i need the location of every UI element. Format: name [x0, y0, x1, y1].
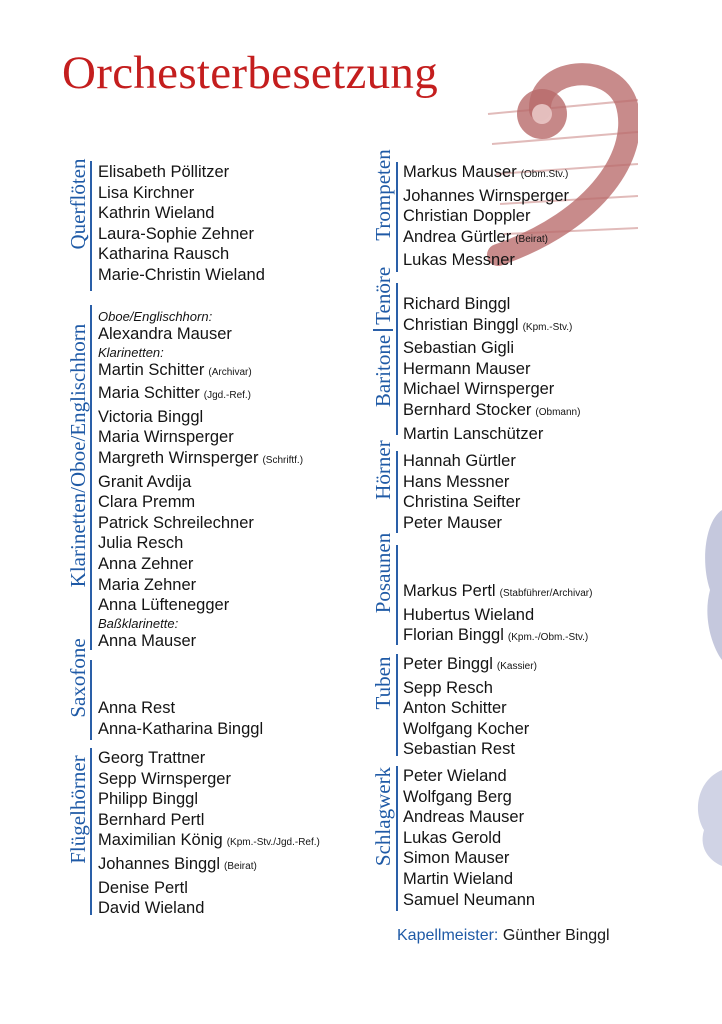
- member-row: [403, 294, 580, 315]
- section-label: Flügelhörner: [66, 755, 90, 864]
- member-row: [98, 448, 303, 472]
- member-role: (Obmann): [535, 406, 581, 418]
- section-divider: [90, 161, 92, 291]
- member-list: [403, 451, 520, 533]
- section-label: Querflöten: [66, 158, 90, 250]
- member-row: [403, 581, 592, 605]
- section-divider: [396, 162, 398, 272]
- member-name: Sepp Resch: [403, 678, 493, 697]
- member-role: (Obm.Stv.): [520, 169, 569, 180]
- member-row: [403, 719, 537, 740]
- member-name: Hans Messner: [403, 472, 510, 491]
- section-querfloeten: [66, 158, 337, 291]
- section-label: Tuben: [371, 656, 395, 710]
- member-name: Richard Binggl: [403, 295, 511, 313]
- member-name: Bernhard Stocker: [403, 400, 532, 419]
- section-schlagwerk: [372, 766, 672, 911]
- member-row: [403, 206, 569, 227]
- member-row: [98, 830, 320, 854]
- member-row: [403, 625, 592, 649]
- subsection-label: Baßklarinette:: [98, 615, 179, 631]
- member-list: [403, 766, 535, 910]
- page-title: Orchesterbesetzung: [62, 47, 439, 99]
- member-name: Martin Wieland: [403, 869, 514, 888]
- kapellmeister-line: [397, 927, 610, 945]
- member-name: Marie-Christin Wieland: [98, 265, 265, 284]
- member-row: [98, 492, 303, 513]
- member-row: [98, 360, 303, 384]
- member-name: Sebastian Gigli: [403, 339, 514, 358]
- member-name: Clara Premm: [98, 493, 196, 512]
- member-row: [403, 678, 537, 699]
- member-row: [403, 424, 580, 445]
- member-name: Hubertus Wieland: [403, 605, 535, 624]
- member-name: Peter Wieland: [403, 767, 507, 785]
- member-name: David Wieland: [98, 899, 205, 918]
- member-role: (Stabführer/Archivar): [499, 588, 593, 599]
- member-name: Johannes Binggl: [98, 854, 221, 873]
- member-row: [98, 810, 320, 831]
- member-name: Bernhard Pertl: [98, 810, 205, 829]
- section-divider: [396, 654, 398, 756]
- member-role: (Jgd.-Ref.): [203, 390, 252, 402]
- section-divider: [396, 545, 398, 645]
- member-row: [403, 605, 592, 626]
- section-label: Trompeten: [371, 149, 395, 241]
- member-list: [403, 294, 580, 444]
- member-name: Anton Schitter: [403, 699, 507, 718]
- member-name: Anna Zehner: [98, 554, 194, 573]
- member-row: [98, 513, 303, 534]
- section-hoerner: [371, 440, 672, 533]
- member-row: [98, 878, 320, 899]
- section-label-baritone: Baritone: [371, 334, 395, 408]
- member-name: Margreth Wirnsperger: [98, 448, 259, 467]
- subsection-label: Klarinetten:: [98, 344, 164, 360]
- member-role: (Beirat): [224, 860, 257, 872]
- member-name: Andrea Gürtler: [403, 227, 512, 246]
- member-name: Peter Binggl: [403, 655, 493, 673]
- member-role: (Kpm.-/Obm.-Stv.): [507, 632, 589, 644]
- member-name: Georg Trattner: [98, 749, 206, 767]
- section-tuben: [371, 654, 672, 759]
- member-row: [98, 769, 320, 790]
- member-name: Anna Lüftenegger: [98, 596, 230, 615]
- member-name: Maximilian König: [98, 831, 223, 850]
- member-name: Maria Wirnsperger: [98, 428, 234, 447]
- member-list: [98, 748, 320, 919]
- member-row: [403, 359, 580, 380]
- member-name: Sepp Wirnsperger: [98, 769, 231, 788]
- member-role: (Beirat): [515, 233, 549, 245]
- section-posaunen: [371, 532, 672, 645]
- member-row: [403, 379, 580, 400]
- section-klarinetten: [67, 305, 337, 650]
- member-row: [403, 338, 580, 359]
- section-divider: [396, 283, 398, 435]
- section-label: Posaunen: [371, 532, 395, 614]
- member-name: Laura-Sophie Zehner: [98, 224, 254, 243]
- member-role: (Schriftf.): [262, 454, 304, 466]
- member-name: Lukas Gerold: [403, 828, 502, 847]
- member-row: [98, 789, 320, 810]
- section-divider: [90, 305, 92, 650]
- member-name: Denise Pertl: [98, 878, 188, 897]
- member-row: [98, 575, 303, 596]
- member-name: Florian Binggl: [403, 626, 504, 645]
- section-label: Hörner: [371, 440, 395, 500]
- member-name: Johannes Wirnsperger: [403, 186, 569, 205]
- member-name: Lukas Messner: [403, 251, 515, 270]
- member-name: Andreas Mauser: [403, 808, 525, 827]
- member-row: [98, 427, 303, 448]
- member-name: Anna Mauser: [98, 631, 197, 650]
- member-list: [98, 309, 303, 651]
- member-row: [98, 595, 303, 616]
- member-role: (Kpm.-Stv./Jgd.-Ref.): [226, 837, 320, 849]
- member-list: [98, 698, 263, 739]
- label-separator: [373, 329, 393, 331]
- member-name: Wolfgang Kocher: [403, 719, 530, 738]
- member-row: [403, 162, 569, 186]
- member-row: [98, 472, 303, 493]
- member-row: [403, 739, 537, 760]
- member-name: Simon Mauser: [403, 849, 510, 868]
- member-name: Sebastian Rest: [403, 740, 515, 759]
- member-row: [98, 533, 303, 554]
- member-row: [98, 748, 320, 769]
- member-name: Wolfgang Berg: [403, 787, 512, 806]
- member-name: Lisa Kirchner: [98, 183, 195, 202]
- member-name: Anna Rest: [98, 699, 176, 717]
- member-name: Elisabeth Pöllitzer: [98, 163, 230, 181]
- member-row: [98, 383, 303, 407]
- member-name: Christian Doppler: [403, 207, 531, 226]
- section-trompeten: [371, 149, 672, 272]
- member-role: (Kassier): [496, 661, 537, 672]
- member-name: Markus Pertl: [403, 582, 496, 600]
- member-name: Patrick Schreilechner: [98, 513, 254, 532]
- member-row: [403, 400, 580, 424]
- member-role: (Archivar): [208, 366, 252, 378]
- section-divider: [396, 766, 398, 911]
- member-name: Katharina Rausch: [98, 245, 230, 264]
- member-name: Michael Wirnsperger: [403, 380, 555, 399]
- member-name: Alexandra Mauser: [98, 325, 232, 343]
- member-name: Philipp Binggl: [98, 790, 198, 809]
- member-name: Maria Zehner: [98, 575, 197, 594]
- section-baritone-tenoere: [371, 266, 672, 443]
- member-list: [98, 162, 265, 286]
- member-role: (Kpm.-Stv.): [522, 321, 573, 333]
- member-name: Hermann Mauser: [403, 359, 531, 378]
- kapellmeister-name: Günther Binggl: [502, 927, 610, 944]
- kapellmeister-label: Kapellmeister:: [397, 927, 499, 944]
- member-name: Granit Avdija: [98, 472, 192, 491]
- member-row: [98, 407, 303, 428]
- member-list: [403, 162, 569, 271]
- section-divider: [90, 660, 92, 740]
- section-label: Klarinetten/Oboe/Englischhorn: [66, 323, 90, 588]
- member-name: Martin Lanschützer: [403, 424, 544, 443]
- member-row: [403, 698, 537, 719]
- member-name: Peter Mauser: [403, 513, 503, 532]
- member-row: [403, 227, 569, 251]
- member-name: Christina Seifter: [403, 493, 521, 512]
- section-label-tenoere: Tenöre: [371, 266, 395, 325]
- member-name: Kathrin Wieland: [98, 204, 215, 223]
- member-name: Christian Binggl: [403, 315, 519, 334]
- member-list: [403, 581, 592, 649]
- member-row: [98, 854, 320, 878]
- member-name: Markus Mauser: [403, 163, 517, 181]
- member-row: [403, 315, 580, 339]
- member-row: [98, 554, 303, 575]
- section-fluegelhoerner: [66, 748, 347, 918]
- section-divider: [396, 451, 398, 533]
- member-name: Julia Resch: [98, 534, 184, 553]
- member-row: [403, 186, 569, 207]
- member-row: [403, 250, 569, 271]
- member-name: Martin Schitter: [98, 360, 205, 379]
- subsection-label: Oboe/Englischhorn:: [98, 309, 213, 324]
- member-name: Victoria Binggl: [98, 407, 204, 426]
- member-name: Maria Schitter: [98, 384, 200, 403]
- member-row: [403, 654, 537, 678]
- section-label: [372, 261, 394, 413]
- section-divider: [90, 748, 92, 915]
- member-name: Hannah Gürtler: [403, 452, 516, 470]
- member-list: [403, 654, 537, 760]
- member-name: Anna-Katharina Binggl: [98, 719, 264, 738]
- section-label: Saxofone: [66, 638, 90, 718]
- section-label: Schlagwerk: [371, 766, 395, 867]
- member-row: [98, 898, 320, 919]
- ink-splash-decoration: [692, 500, 722, 870]
- member-name: Samuel Neumann: [403, 890, 536, 909]
